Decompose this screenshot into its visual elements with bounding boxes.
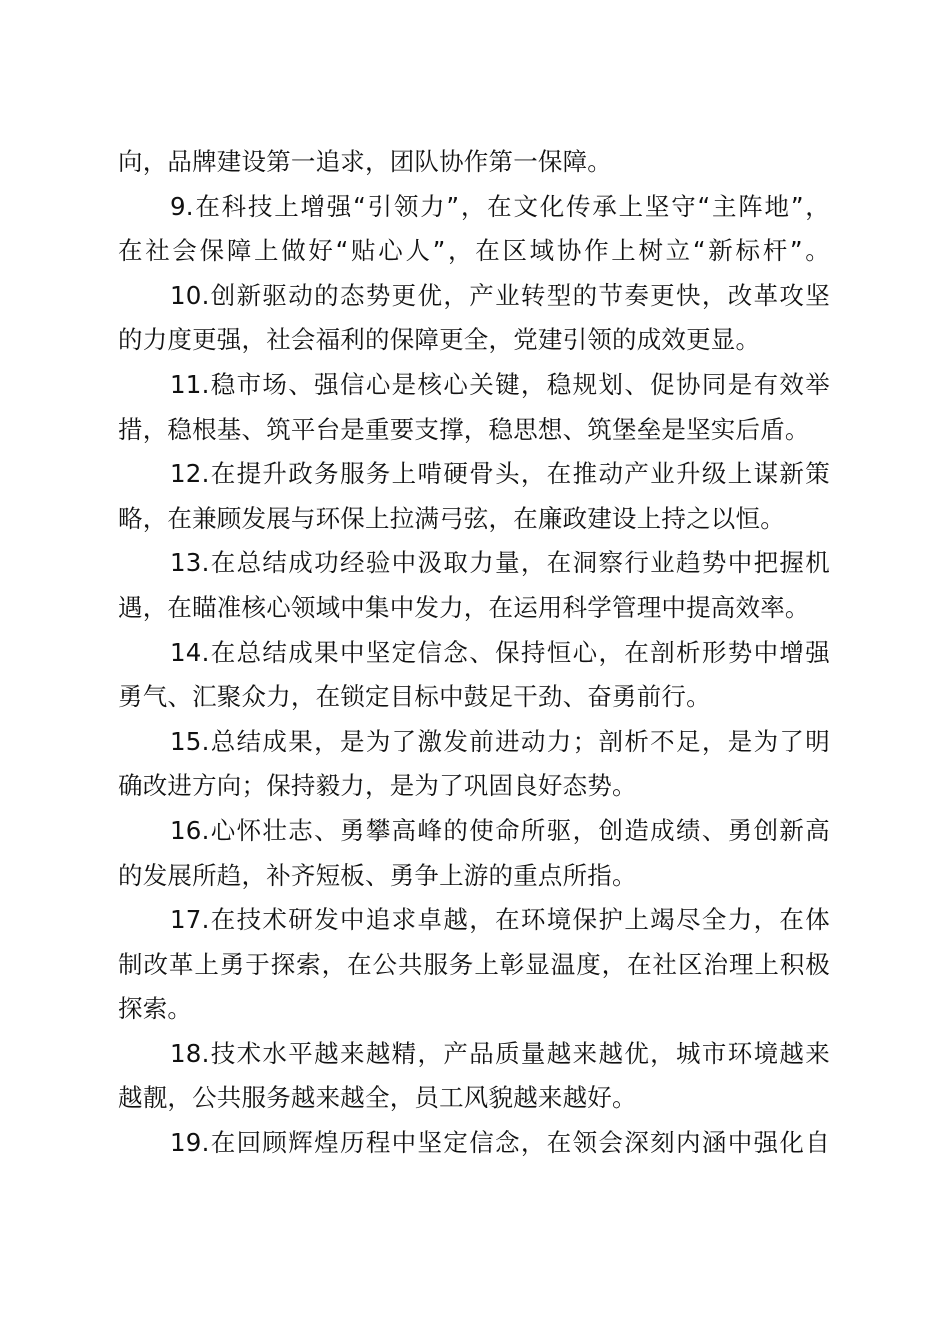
text-line: 16.心怀壮志、勇攀高峰的使命所驱，创造成绩、勇创新高 <box>170 815 830 845</box>
text-line: 15.总结成果，是为了激发前进动力；剖析不足，是为了明 <box>170 726 830 756</box>
text-line: 9.在科技上增强“引领力”，在文化传承上坚守“主阵地”， <box>170 191 830 221</box>
text-line: 10.创新驱动的态势更优，产业转型的节奏更快，改革攻坚 <box>170 280 830 310</box>
text-line: 确改进方向；保持毅力，是为了巩固良好态势。 <box>118 771 637 801</box>
text-line: 的力度更强，社会福利的保障更全，党建引领的成效更显。 <box>118 325 761 355</box>
text-line: 遇，在瞄准核心领域中集中发力，在运用科学管理中提高效率。 <box>118 592 810 622</box>
text-line: 在社会保障上做好“贴心人”，在区域协作上树立“新标杆”。 <box>118 236 830 266</box>
text-line: 向，品牌建设第一追求，团队协作第一保障。 <box>118 147 612 176</box>
text-line: 制改革上勇于探索，在公共服务上彰显温度，在社区治理上积极 <box>118 949 830 979</box>
text-line: 越靓，公共服务越来越全，员工风貌越来越好。 <box>118 1083 637 1113</box>
text-line: 12.在提升政务服务上啃硬骨头，在推动产业升级上谋新策 <box>170 459 830 489</box>
text-line: 的发展所趋，补齐短板、勇争上游的重点所指。 <box>118 860 637 890</box>
text-line: 探索。 <box>118 994 193 1024</box>
text-line: 18.技术水平越来越精，产品质量越来越优，城市环境越来 <box>170 1038 830 1068</box>
document-body <box>118 140 830 1166</box>
text-line: 措，稳根基、筑平台是重要支撑，稳思想、筑堡垒是坚实后盾。 <box>118 414 810 444</box>
text-line: 勇气、汇聚众力，在锁定目标中鼓足干劲、奋勇前行。 <box>118 682 711 712</box>
text-line: 19.在回顾辉煌历程中坚定信念，在领会深刻内涵中强化自 <box>170 1128 830 1158</box>
text-line: 14.在总结成果中坚定信念、保持恒心，在剖析形势中增强 <box>170 637 830 667</box>
text-line: 13.在总结成功经验中汲取力量，在洞察行业趋势中把握机 <box>170 548 830 578</box>
text-line: 11.稳市场、强信心是核心关键，稳规划、促协同是有效举 <box>170 369 830 399</box>
text-line: 略，在兼顾发展与环保上拉满弓弦，在廉政建设上持之以恒。 <box>118 503 785 533</box>
text-line: 17.在技术研发中追求卓越，在环境保护上竭尽全力，在体 <box>170 905 830 935</box>
